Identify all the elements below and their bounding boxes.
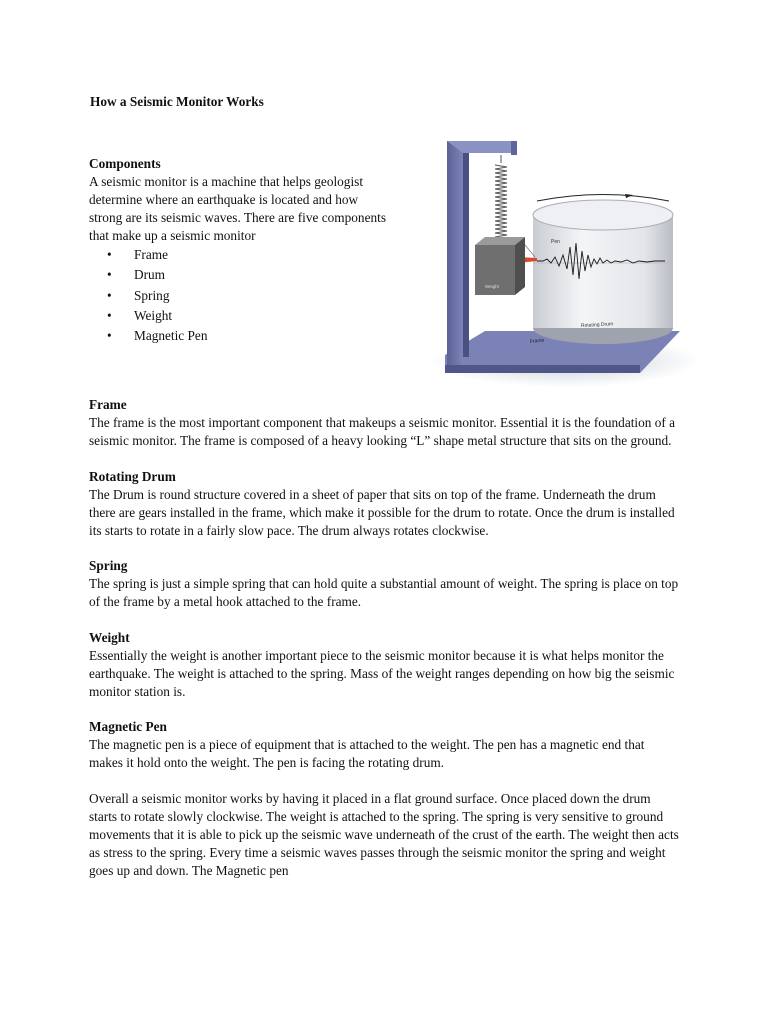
section-heading: Magnetic Pen (89, 719, 167, 734)
list-item: • Spring (107, 286, 389, 306)
section-heading: Spring (89, 558, 128, 573)
list-item: • Frame (107, 245, 389, 265)
magnetic-pen-section (89, 718, 679, 772)
section-heading: Weight (89, 629, 130, 645)
frame-section (89, 396, 679, 450)
section-body: The frame is the most important component that makeups a seismic monitor. Essential it is the foundation of a seismic monitor. The frame is composed of a heavy looking “L” shape metal structure that sits on the ground. (89, 415, 676, 448)
document-title: How a Seismic Monitor Works (90, 94, 264, 109)
list-item: • Drum (107, 265, 389, 285)
conclusion-paragraph: Overall a seismic monitor works by having it placed in a flat ground surface. Once placed down the drum starts to rotate slowly clockwise. The weight is attached to the spring. The spring is very sensitive to ground movements that it is able to pick up the seismic wave underneath of the crust of the earth. The weight then acts as stress to the spring. Every time a seismic waves passes through the seismic monitor the spring and weight goes up and down. The Magnetic pen (89, 790, 679, 878)
spring (495, 155, 507, 245)
seismograph-illustration (425, 133, 700, 388)
components-intro: A seismic monitor is a machine that helps geologist determine where an earthquake is located and how strong are its seismic waves. There are five components that make up a seismic monitor (89, 174, 386, 243)
components-heading: Components (89, 156, 161, 171)
label-frame: Frame (529, 337, 545, 345)
weight-section (89, 629, 679, 701)
label-pen: Pen (551, 239, 560, 245)
label-weight: Weight (485, 284, 499, 289)
spring-section (89, 557, 679, 611)
section-body: Essentially the weight is another important piece to the seismic monitor because it is what helps monitor the earthquake. The weight is attached to the spring. Mass of the weight ranges depending on how big the seismic monitor station is. (89, 647, 675, 699)
rotating-drum-section (89, 468, 679, 540)
components-list (89, 245, 389, 346)
section-heading: Frame (89, 397, 127, 412)
section-heading: Rotating Drum (89, 468, 176, 484)
list-item: • Weight (107, 306, 389, 326)
components-section (89, 155, 389, 346)
section-body: The Drum is round structure covered in a sheet of paper that sits on top of the frame. Underneath the drum there are gears installed in the frame, which make it possible for the drum to rotate. Once the drum is installed its starts to rotate in a fairly slow pace. The drum always rotates clockwise. (89, 486, 675, 538)
label-rotating-drum: Rotating Drum (580, 321, 614, 329)
section-body: The magnetic pen is a piece of equipment that is attached to the weight. The pen has a magnetic end that makes it hold onto the weight. The pen is facing the rotating drum. (89, 737, 645, 770)
list-item: • Magnetic Pen (107, 326, 389, 346)
frame-upright (447, 141, 463, 365)
section-body: The spring is just a simple spring that can hold quite a substantial amount of weight. The spring is place on top of the frame by a metal hook attached to the frame. (89, 576, 679, 609)
main-content (89, 396, 679, 880)
weight-block (475, 237, 525, 295)
